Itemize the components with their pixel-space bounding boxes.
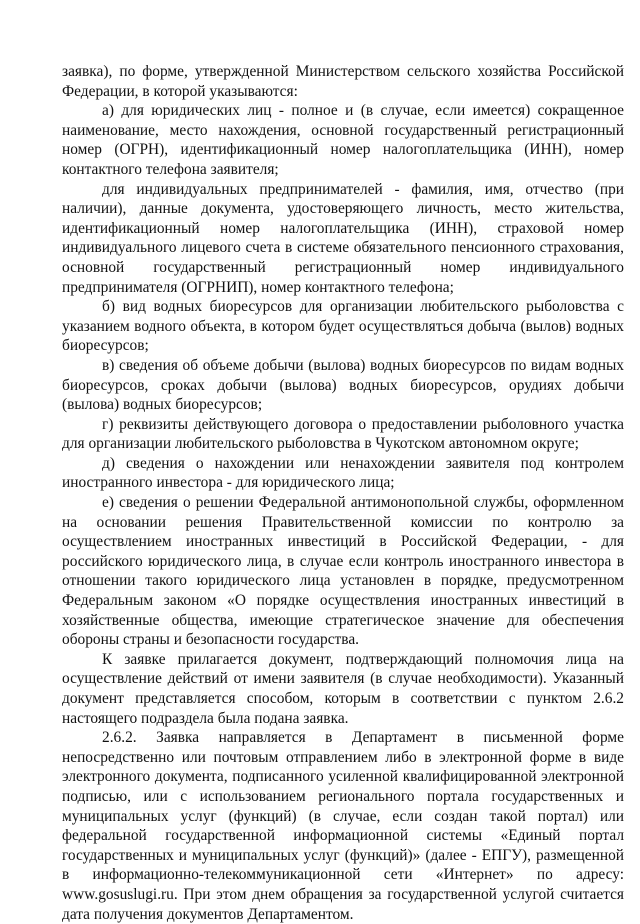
paragraph-application-form: заявка), по форме, утвержденной Министерством сельского хозяйства Российской Федерации, в которой указываются: — [62, 63, 624, 100]
paragraph-item-d-foreign-control: д) сведения о нахождении или ненахождении заявителя под контролем иностранного инвестора - для юридического лица; — [62, 454, 624, 492]
paragraph-attached-document: К заявке прилагается документ, подтверждающий полномочия лица на осуществление действий от имени заявителя (в случае необходимости). Указанный документ представляется способом, которым в соответствии с пунктом 2.6.2 настоящего подраздела была подана заявка. — [62, 650, 624, 727]
paragraph-individual-entrepreneurs: для индивидуальных предпринимателей - фамилия, имя, отчество (при наличии), данные документа, удостоверяющего личность, место жительства, идентификационный номер налогоплательщика (ИНН), страховой номер индивидуального лицевого счета в системе обязательного пенсионного страхования, основной государственный регистрационный номер индивидуального предпринимателя (ОГРНИП), номер контактного телефона; — [62, 180, 624, 296]
paragraph-item-a-legal-entities: а) для юридических лиц - полное и (в случае, если имеется) сокращенное наименование, место нахождения, основной государственный регистрационный номер (ОГРН), идентификационный номер налогоплательщика (ИНН), номер контактного телефона заявителя; — [62, 102, 624, 178]
paragraph-item-e-fas-decision: е) сведения о решении Федеральной антимонопольной службы, оформленном на основании решения Правительственной комиссии по контролю за осуществлением иностранных инвестиций в Российской Федерации, - для российского юридического лица, в случае если контроль иностранного инвестора в отношении такого юридического лица установлен в порядке, предусмотренном Федеральным законом «О порядке осуществления иностранных инвестиций в хозяйственные общества, имеющие стратегическое значение для обеспечения обороны страны и безопасности государства. — [62, 494, 624, 649]
paragraph-section-2-6-2: 2.6.2. Заявка направляется в Департамент в письменной форме непосредственно или почтовым отправлением либо в электронной форме в виде электронного документа, подписанного усиленной квалифицированной электронной подписью, или с использованием регионального портала государственных и муниципальных услуг (функций) (в случае, если создан такой портал) или федеральной государственной информационной системы «Единый портал государственных и муниципальных услуг (функций)» (далее - ЕПГУ), размещенной в информационно-телекоммуникационной сети «Интернет» по адресу: www.gosuslugi.ru. При этом днем обращения за государственной услугой считается дата получения документов Департаментом. — [62, 729, 624, 923]
document-page — [62, 62, 624, 924]
paragraph-item-v-catch-volume: в) сведения об объеме добычи (вылова) водных биоресурсов по видам водных биоресурсов, сроках добычи (вылова) водных биоресурсов, орудиях добычи (вылова) водных биоресурсов; — [62, 356, 624, 414]
paragraph-item-b-bioresources: б) вид водных биоресурсов для организации любительского рыболовства с указанием водного объекта, в котором будет осуществляться добыча (вылов) водных биоресурсов; — [62, 298, 624, 355]
paragraph-item-g-contract-details: г) реквизиты действующего договора о предоставлении рыболовного участка для организации любительского рыболовства в Чукотском автономном округе; — [62, 415, 624, 453]
